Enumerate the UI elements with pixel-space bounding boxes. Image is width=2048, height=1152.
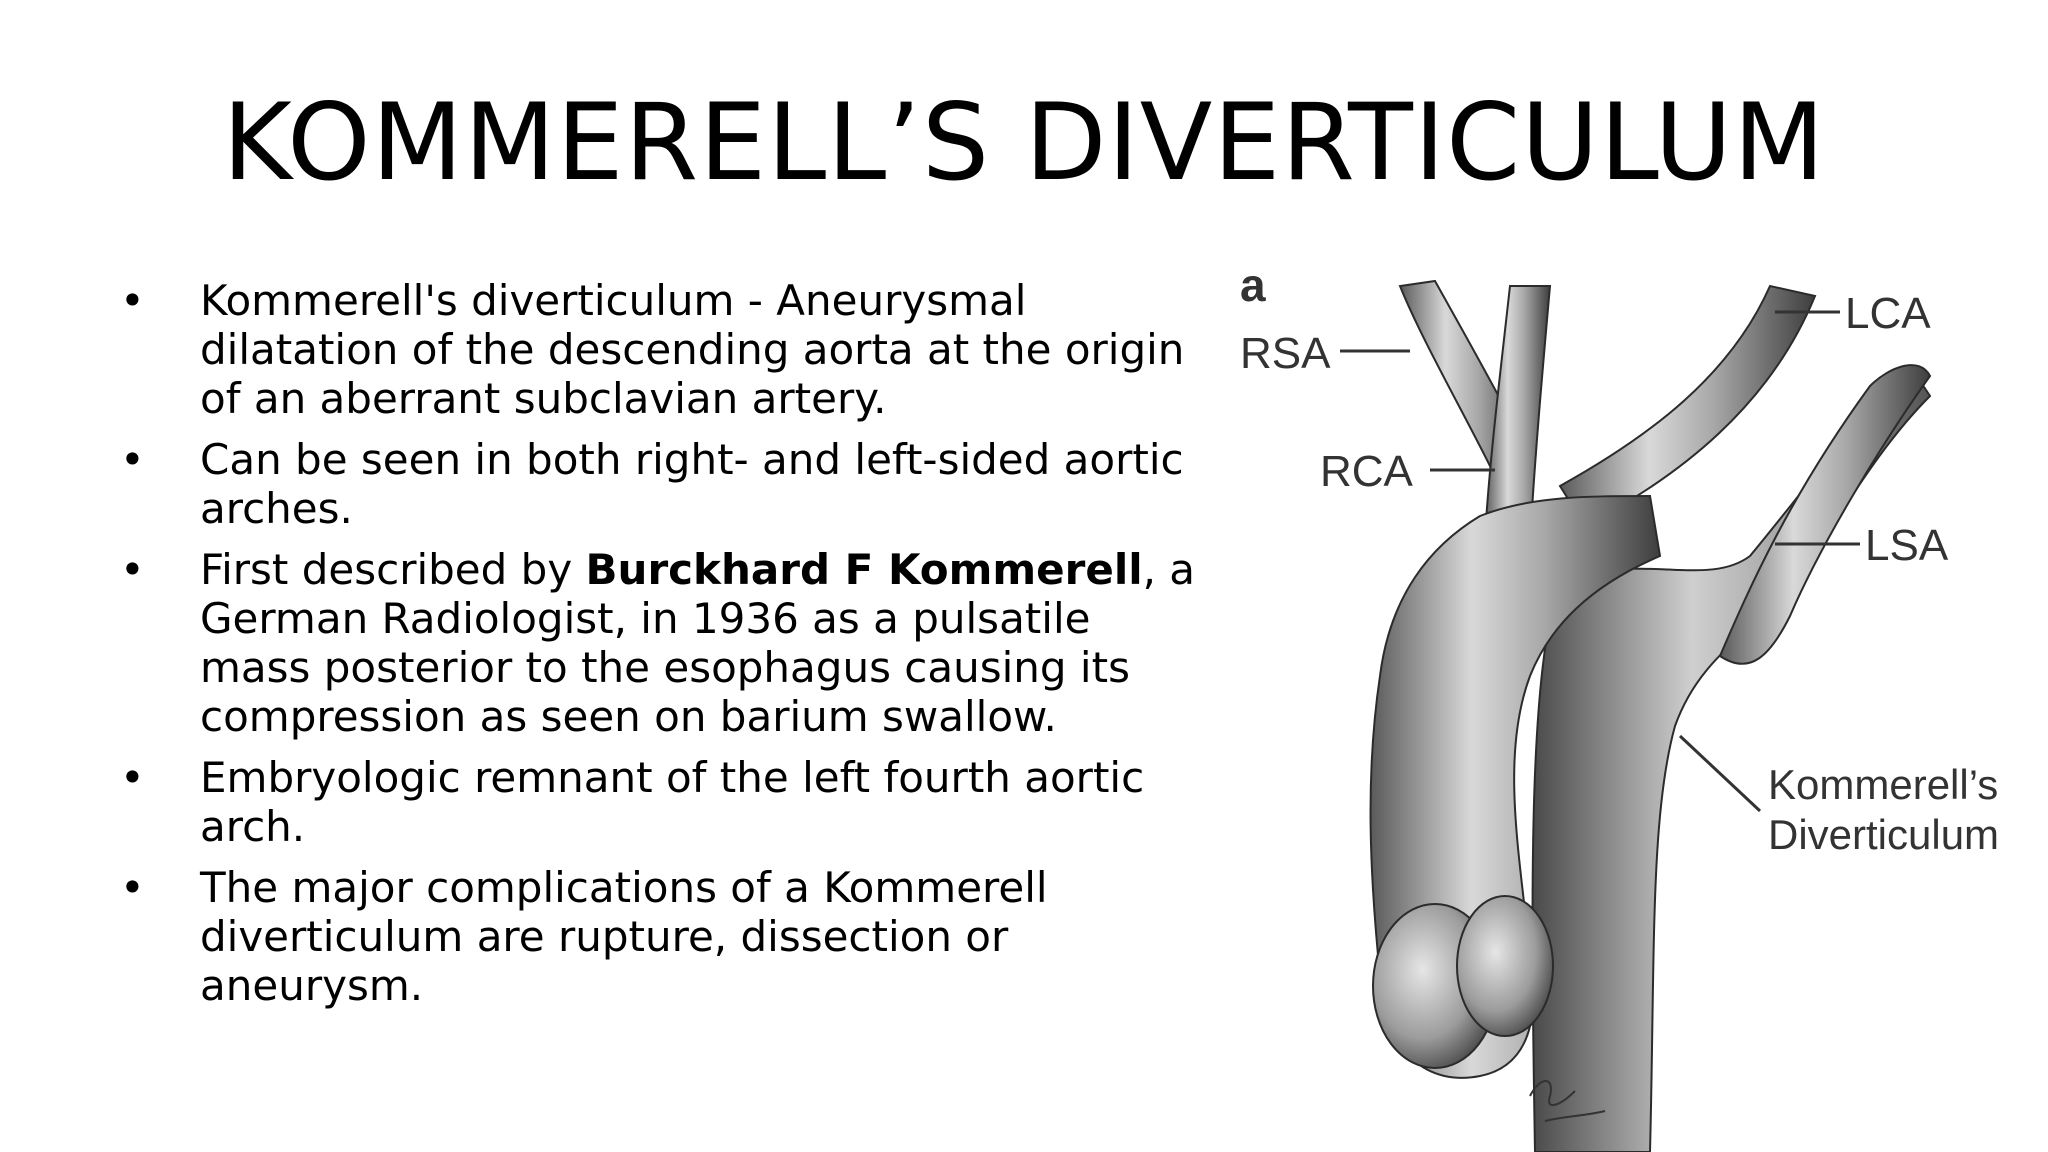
aortic-root-bulb xyxy=(1457,896,1553,1036)
kd-label-line1: Kommerell’s xyxy=(1768,761,1999,808)
lsa-label: LSA xyxy=(1865,521,1949,570)
aortic-arch-illustration xyxy=(1230,256,2048,1152)
bullet-text-pre: First described by xyxy=(200,545,586,594)
bullet-glyph: • xyxy=(120,276,145,325)
bullet-text: Can be seen in both right- and left-sided aortic arches. xyxy=(200,435,1184,533)
bullet-list xyxy=(120,276,1200,1022)
kd-leader xyxy=(1680,736,1760,811)
lca-vessel xyxy=(1560,286,1815,526)
bullet-text-bold: Burckhard F Kommerell xyxy=(585,545,1143,594)
bullet-text-post: , a German Radiologist, in 1936 as a pulsatile mass posterior to the esophagus causing its compression as seen on barium swallow. xyxy=(200,545,1196,741)
rca-label: RCA xyxy=(1320,447,1413,496)
slide-title: KOMMERELL’S DIVERTICULUM xyxy=(222,81,1826,204)
bullet-item xyxy=(120,276,1200,423)
kd-label-line2: Diverticulum xyxy=(1768,811,2000,858)
panel-letter: a xyxy=(1240,259,1266,311)
rsa-label: RSA xyxy=(1240,329,1331,378)
bullet-item xyxy=(120,545,1200,741)
bullet-item xyxy=(120,435,1200,533)
lsa-vessel xyxy=(1720,365,1930,664)
bullet-glyph: • xyxy=(120,753,145,802)
bullet-text: The major complications of a Kommerell diverticulum are rupture, dissection or aneurysm. xyxy=(200,863,1048,1010)
bullet-item xyxy=(120,863,1200,1010)
bullet-text: Kommerell's diverticulum - Aneurysmal dilatation of the descending aorta at the origin of an aberrant subclavian artery. xyxy=(200,276,1185,423)
bullet-glyph: • xyxy=(120,545,145,594)
bullet-glyph: • xyxy=(120,435,145,484)
lca-label: LCA xyxy=(1845,289,1931,338)
anatomy-figure xyxy=(1230,256,2048,1152)
bullet-item xyxy=(120,753,1200,851)
bullet-text: Embryologic remnant of the left fourth aortic arch. xyxy=(200,753,1145,851)
bullet-glyph: • xyxy=(120,863,145,912)
